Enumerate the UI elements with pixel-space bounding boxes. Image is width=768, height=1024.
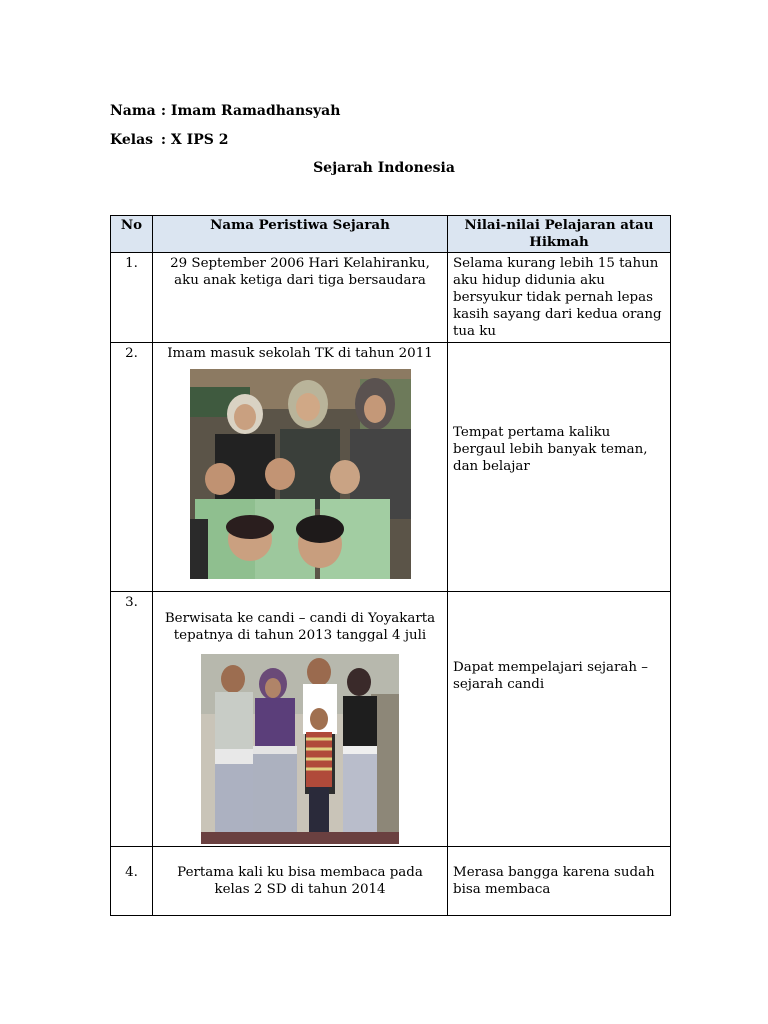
- kindergarten-photo: [190, 369, 411, 579]
- row-event: 29 September 2006 Hari Kelahiranku, aku anak ketiga dari tiga bersaudara: [153, 253, 448, 343]
- table-row: [111, 592, 671, 847]
- row-number: 3.: [111, 592, 153, 847]
- row-number: 4.: [111, 847, 153, 916]
- header-event: Nama Peristiwa Sejarah: [153, 216, 448, 253]
- row-event: Imam masuk sekolah TK di tahun 2011: [167, 346, 433, 361]
- row-lesson: Dapat mempelajari sejarah – sejarah candi: [453, 660, 648, 692]
- header-lesson: Nilai-nilai Pelajaran atau Hikmah: [448, 216, 671, 253]
- table-header-row: [111, 216, 671, 253]
- row-number: 2.: [111, 343, 153, 592]
- class-value: : X IPS 2: [160, 132, 229, 148]
- header-no: No: [111, 216, 153, 253]
- table-row: [111, 847, 671, 916]
- row-number: 1.: [111, 253, 153, 343]
- name-label: Nama: [110, 103, 156, 119]
- student-name-line: [110, 103, 340, 119]
- row-event: Pertama kali ku bisa membaca pada kelas 2 SD di tahun 2014: [153, 847, 448, 916]
- row-lesson-cell: [448, 592, 671, 847]
- class-label: Kelas: [110, 132, 154, 148]
- table-row: [111, 343, 671, 592]
- history-table: [110, 215, 671, 916]
- name-value: : Imam Ramadhansyah: [160, 103, 341, 119]
- row-event-cell: [153, 343, 448, 592]
- document-title: Sejarah Indonesia: [313, 160, 455, 176]
- row-lesson: Selama kurang lebih 15 tahun aku hidup didunia aku bersyukur tidak pernah lepas kasih sayang dari kedua orang tua ku: [448, 253, 671, 343]
- table-row: [111, 253, 671, 343]
- student-class-line: [110, 132, 228, 148]
- row-lesson: Merasa bangga karena sudah bisa membaca: [448, 847, 671, 916]
- row-event-cell: [153, 592, 448, 847]
- row-lesson-cell: [448, 343, 671, 592]
- row-lesson: Tempat pertama kaliku bergaul lebih banyak teman, dan belajar: [453, 425, 648, 474]
- row-event: Berwisata ke candi – candi di Yoyakarta tepatnya di tahun 2013 tanggal 4 juli: [164, 611, 436, 643]
- family-trip-photo: [201, 654, 399, 844]
